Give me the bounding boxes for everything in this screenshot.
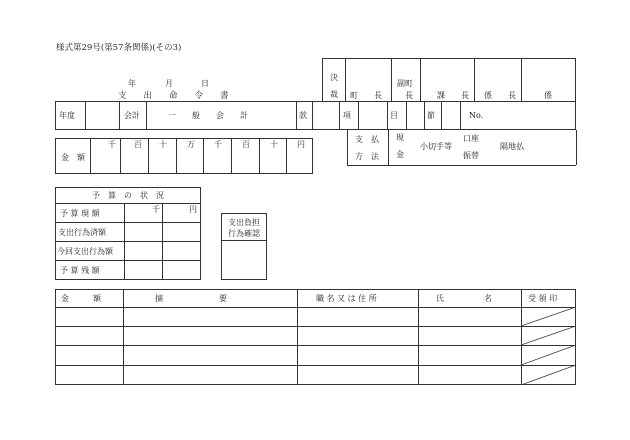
staff-label: 係 <box>544 91 552 100</box>
budget-row-remaining: 予 算 残 額 <box>60 266 100 275</box>
detail-header-amount: 金 額 <box>61 294 101 303</box>
detail-header-summary: 摘 要 <box>155 294 227 303</box>
burden-label-bottom: 行為確認 <box>228 229 260 238</box>
budget-unit-yen: 円 <box>189 205 197 214</box>
account-label: 会計 <box>124 111 140 120</box>
order-title: 支 出 命 令 書 <box>118 91 229 101</box>
form-title: 様式第29号(第57条関係)(その3) <box>56 43 182 53</box>
amount-unit-ten-man: 十 <box>159 140 167 149</box>
fiscal-year-label: 年度 <box>59 111 75 120</box>
setsu-label: 節 <box>427 111 435 120</box>
amount-unit-thousand: 千 <box>214 140 222 149</box>
amount-unit-man: 万 <box>187 140 195 149</box>
budget-status-title: 予 算 の 状 況 <box>92 191 164 200</box>
transfer-label-bottom: 振替 <box>463 151 479 160</box>
amount-unit-ten: 十 <box>270 140 278 149</box>
kan-label: 款 <box>299 111 307 120</box>
payment-method-label-bottom: 方 法 <box>355 152 379 161</box>
cash-label-top: 現 <box>396 133 404 142</box>
kessai-label-top: 決 <box>330 73 338 82</box>
moku-label: 目 <box>390 111 398 120</box>
detail-header-occupation: 職 名 又 は 住 所 <box>316 294 377 303</box>
check-label: 小切手等 <box>420 142 452 151</box>
deputy-mayor-label-top: 副町 <box>397 79 413 88</box>
amount-unit-yen: 円 <box>297 140 305 149</box>
date-day-label: 日 <box>201 79 209 88</box>
section-chief-label: 課 長 <box>437 91 469 100</box>
payment-method-label-top: 支 払 <box>355 135 379 144</box>
amount-unit-hundred: 百 <box>242 140 250 149</box>
seal-diagonal-row-2 <box>521 326 576 345</box>
kessai-label-bottom: 裁 <box>330 90 338 99</box>
budget-row-current: 予 算 現 額 <box>60 209 100 218</box>
budget-unit-thousand: 千 <box>152 205 160 214</box>
date-year-label: 年 <box>128 79 136 88</box>
no-label: No. <box>469 111 484 120</box>
deputy-mayor-label-bottom: 長 <box>405 91 413 100</box>
budget-row-this-time: 今回支出行為額 <box>57 247 113 256</box>
seal-diagonal-row-4 <box>521 365 576 385</box>
budget-row-executed: 支出行為済額 <box>58 228 106 237</box>
transfer-label-top: 口座 <box>463 134 479 143</box>
kou-label: 項 <box>343 111 351 120</box>
burden-label-top: 支出負担 <box>228 218 260 227</box>
cash-label-bottom: 金 <box>396 150 404 159</box>
seal-column-diagonals <box>521 307 576 385</box>
subsection-chief-label: 係 長 <box>484 91 516 100</box>
remote-payment-label: 隔地払 <box>500 142 524 151</box>
seal-diagonal-row-1 <box>521 307 576 326</box>
general-account-label: 一 般 会 計 <box>168 111 248 120</box>
amount-label: 金 額 <box>61 153 85 162</box>
mayor-label: 町 長 <box>350 91 382 100</box>
detail-header-name: 氏 名 <box>436 294 492 303</box>
detail-header-seal: 受 領 印 <box>528 294 558 303</box>
date-month-label: 月 <box>165 79 173 88</box>
seal-diagonal-row-3 <box>521 345 576 365</box>
amount-unit-thousand-man: 千 <box>108 140 116 149</box>
amount-unit-hundred-man: 百 <box>134 140 142 149</box>
